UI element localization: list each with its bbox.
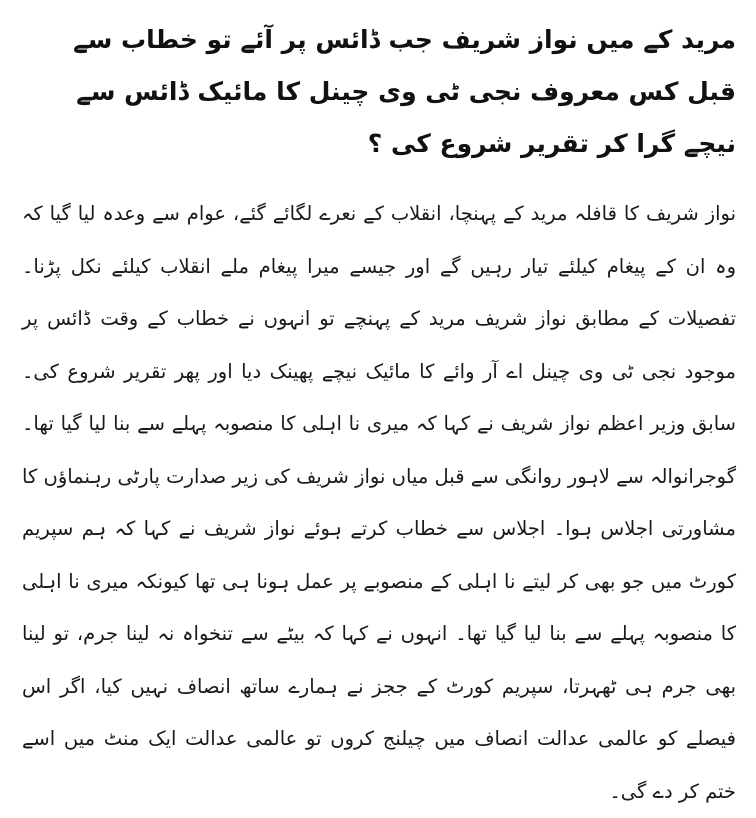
article-body: نواز شریف کا قافلہ مرید کے پہنچا، انقلاب کے نعرے لگائے گئے، عوام سے وعدہ لیا گیا کہ وہ ان کے پیغام کیلئے تیار رہیں گے اور جیسے میرا پیغام ملے انقلاب کیلئے نکل پڑنا۔ تفصیلات کے مطابق نواز شریف مرید کے پہنچے تو انہوں نے خطاب کے وقت ڈائس پر موجود نجی ٹی وی چینل اے آر وائے کا مائیک نیچے پھینک دیا اور پھر تقریر شروع کی۔ سابق وزیر اعظم نواز شریف نے کہا کہ میری نا اہلی کا منصوبہ پہلے سے بنا لیا گیا تھا۔ گوجرانوالہ سے لاہور روانگی سے قبل میاں نواز شریف کی زیر صدارت پارٹی رہنماؤں کا مشاورتی اجلاس ہوا۔ اجلاس سے خطاب کرتے ہوئے نواز شریف نے کہا کہ ہم سپریم کورٹ میں جو بھی کر لیتے نا اہلی کے منصوبے پر عمل ہونا ہی تھا کیونکہ میری نا اہلی کا منصوبہ پہلے سے بنا لیا گیا تھا۔ انہوں نے کہا کہ بیٹے سے تنخواہ نہ لینا جرم، تو لینا بھی جرم ہی ٹھہرتا، سپریم کورٹ کے ججز نے ہمارے ساتھ انصاف نہیں کیا، اگر اس فیصلے کو عالمی عدالت انصاف میں چیلنج کروں تو عالمی عدالت ایک منٹ میں اسے ختم کر دے گی۔: [22, 202, 736, 803]
article: [22, 14, 736, 803]
article-headline: مرید کے میں نواز شریف جب ڈائس پر آئے تو خطاب سے قبل کس معروف نجی ٹی وی چینل کا مائیک ڈائس سے نیچے گرا کر تقریر شروع کی ؟: [73, 25, 736, 158]
